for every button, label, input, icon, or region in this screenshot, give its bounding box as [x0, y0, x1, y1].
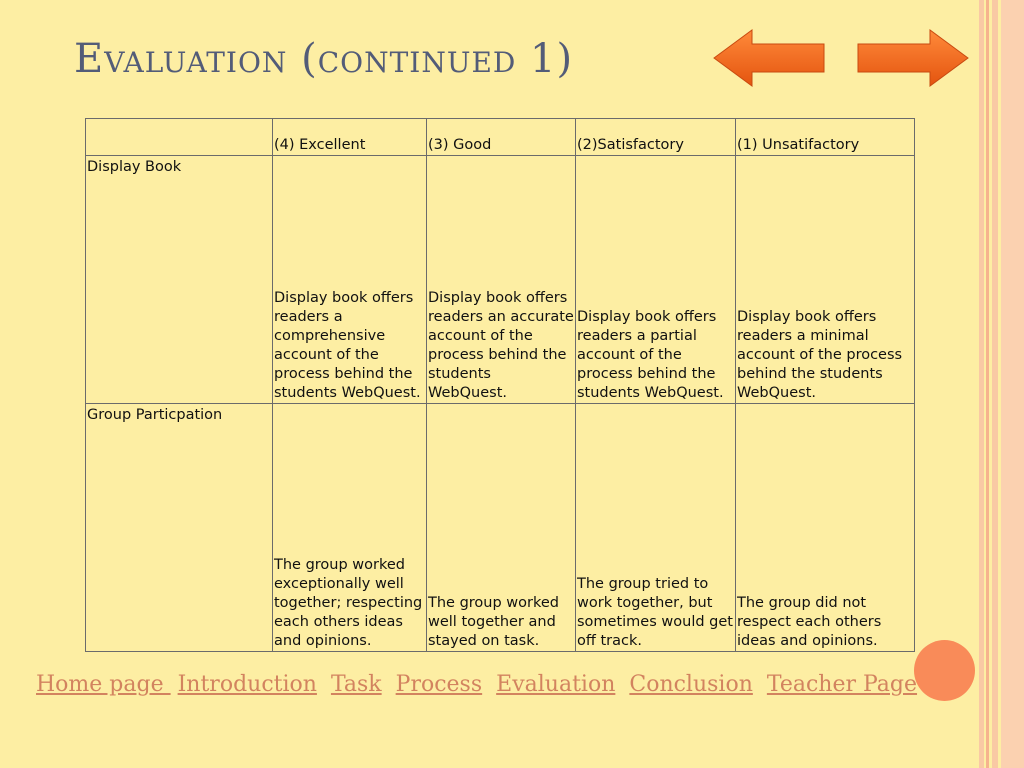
table-cell: The group tried to work together, but sometimes would get off track.	[576, 404, 736, 652]
left-arrow-icon	[712, 28, 826, 88]
link-evaluation[interactable]: Evaluation	[496, 672, 616, 697]
table-cell: Display book offers readers an accurate account of the process behind the students WebQuest.	[427, 156, 576, 404]
row-label: Display Book	[86, 156, 273, 404]
link-home-page[interactable]: Home page	[36, 672, 171, 697]
right-arrow-icon	[856, 28, 970, 88]
table-cell: The group did not respect each others ideas and opinions.	[736, 404, 915, 652]
column-header	[86, 119, 273, 156]
page-title: Evaluation (continued 1)	[74, 36, 574, 82]
link-introduction[interactable]: Introduction	[177, 672, 317, 697]
link-process[interactable]: Process	[395, 672, 483, 697]
table-header-row	[86, 119, 915, 156]
back-button[interactable]	[712, 28, 826, 88]
column-header: (2)Satisfactory	[576, 119, 736, 156]
column-header: (1) Unsatifactory	[736, 119, 915, 156]
table-cell: Display book offers readers a comprehensive account of the process behind the students WebQuest.	[273, 156, 427, 404]
link-teacher-page[interactable]: Teacher Page	[766, 672, 918, 697]
column-header: (3) Good	[427, 119, 576, 156]
row-label: Group Particpation	[86, 404, 273, 652]
rubric-table	[85, 118, 915, 652]
column-header: (4) Excellent	[273, 119, 427, 156]
forward-button[interactable]	[856, 28, 970, 88]
table-row	[86, 156, 915, 404]
decorative-stripe	[979, 0, 984, 768]
decorative-stripe	[992, 0, 998, 768]
link-conclusion[interactable]: Conclusion	[629, 672, 753, 697]
table-cell: The group worked well together and stayed on task.	[427, 404, 576, 652]
footer-nav	[36, 672, 924, 697]
table-cell: Display book offers readers a partial account of the process behind the students WebQuest.	[576, 156, 736, 404]
table-cell: Display book offers readers a minimal account of the process behind the students WebQuest.	[736, 156, 915, 404]
decorative-stripe	[986, 0, 989, 768]
table-cell: The group worked exceptionally well together; respecting each others ideas and opinions.	[273, 404, 427, 652]
table-row	[86, 404, 915, 652]
link-task[interactable]: Task	[330, 672, 382, 697]
decorative-stripe	[1001, 0, 1024, 768]
